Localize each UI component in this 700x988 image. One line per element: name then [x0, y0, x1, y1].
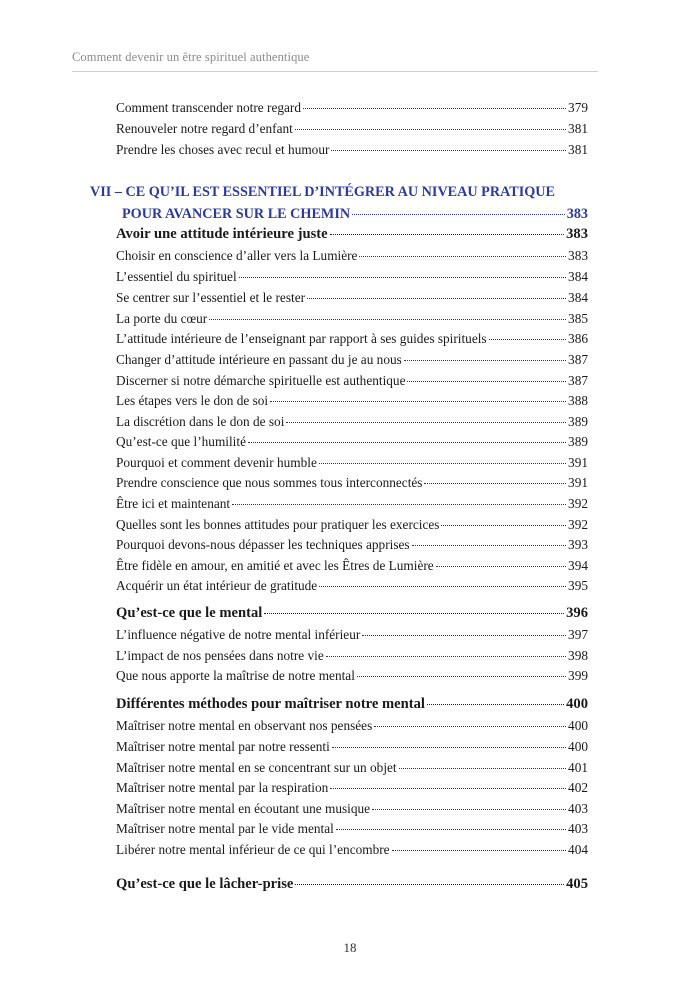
toc-entry[interactable] [116, 432, 588, 452]
entry-page: 394 [568, 558, 588, 573]
toc-entry[interactable] [116, 494, 588, 514]
entry-title: L’essentiel du spirituel [116, 269, 237, 284]
entry-title: Choisir en conscience d’aller vers la Lumière [116, 248, 358, 263]
toc-entry[interactable] [116, 453, 588, 473]
header-rule [72, 71, 598, 72]
entry-page: 384 [568, 269, 588, 284]
page-number: 18 [343, 940, 357, 955]
leader-dots [209, 319, 566, 320]
entry-title: Se centrer sur l’essentiel et le rester [116, 290, 306, 305]
leader-dots [295, 129, 566, 130]
toc-entry[interactable] [116, 350, 588, 370]
chapter-title-text: POUR AVANCER SUR LE CHEMIN [122, 206, 351, 222]
toc-entry[interactable] [116, 473, 588, 493]
entry-title: Renouveler notre regard d’enfant [116, 121, 293, 136]
entry-page: 404 [568, 842, 588, 857]
entry-title: Pourquoi devons-nous dépasser les techniques apprises [116, 537, 410, 552]
toc-section[interactable] [116, 224, 588, 244]
entry-title: L’impact de nos pensées dans notre vie [116, 648, 324, 663]
entry-page: 397 [568, 627, 588, 642]
entry-title: Quelles sont les bonnes attitudes pour pratiquer les exercices [116, 517, 440, 532]
toc-entry[interactable] [116, 556, 588, 576]
toc-entry[interactable] [116, 799, 588, 819]
leader-dots [392, 850, 566, 851]
leader-dots [441, 525, 566, 526]
section-title: Différentes méthodes pour maîtriser notre mental [116, 696, 425, 712]
leader-dots [307, 298, 566, 299]
entry-page: 398 [568, 648, 588, 663]
toc-entry[interactable] [116, 716, 588, 736]
leader-dots [319, 463, 566, 464]
entry-title: Être fidèle en amour, en amitié et avec les Êtres de Lumière [116, 558, 434, 573]
entry-page: 381 [568, 121, 588, 136]
toc-entry[interactable] [116, 412, 588, 432]
entry-page: 393 [568, 537, 588, 552]
toc-entry[interactable] [116, 140, 588, 160]
entry-title: Que nous apporte la maîtrise de notre mental [116, 668, 355, 683]
section-title: Qu’est-ce que le lâcher-prise [116, 876, 294, 892]
toc-entry[interactable] [116, 391, 588, 411]
toc-entry[interactable] [116, 98, 588, 118]
entry-title: Pourquoi et comment devenir humble [116, 455, 317, 470]
entry-title: Prendre les choses avec recul et humour [116, 142, 330, 157]
leader-dots [330, 234, 565, 235]
entry-page: 403 [568, 801, 588, 816]
leader-dots [232, 504, 566, 505]
entry-title: Libérer notre mental inférieur de ce qui l’encombre [116, 842, 390, 857]
leader-dots [330, 788, 566, 789]
entry-title: Maîtriser notre mental en observant nos pensées [116, 718, 373, 733]
leader-dots [407, 381, 566, 382]
entry-page: 402 [568, 780, 588, 795]
entry-title: Qu’est-ce que l’humilité [116, 434, 246, 449]
section-title: Qu’est-ce que le mental [116, 605, 263, 621]
leader-dots [319, 586, 566, 587]
entry-page: 387 [568, 352, 588, 367]
leader-dots [352, 214, 565, 215]
leader-dots [248, 442, 566, 443]
leader-dots [424, 483, 566, 484]
toc-entry[interactable] [116, 819, 588, 839]
entry-title: Maîtriser notre mental par la respiration [116, 780, 329, 795]
section-title: Avoir une attitude intérieure juste [116, 226, 328, 242]
entry-title: L’attitude intérieure de l’enseignant par rapport à ses guides spirituels [116, 331, 487, 346]
leader-dots [295, 884, 564, 885]
entry-title: Maîtriser notre mental en se concentrant sur un objet [116, 760, 397, 775]
entry-page: 391 [568, 475, 588, 490]
entry-page: 384 [568, 290, 588, 305]
toc-entry[interactable] [116, 309, 588, 329]
chapter-title-line1[interactable]: VII – CE QU’IL EST ESSENTIEL D’INTÉGRER AU NIVEAU PRATIQUE [90, 184, 556, 200]
leader-dots [239, 277, 566, 278]
toc-section[interactable] [116, 694, 588, 714]
entry-title: L’influence négative de notre mental inférieur [116, 627, 361, 642]
entry-page: 386 [568, 331, 588, 346]
leader-dots [270, 401, 566, 402]
entry-page: 389 [568, 414, 588, 429]
toc-entry[interactable] [116, 371, 588, 391]
section-page: 400 [566, 696, 588, 712]
entry-title: Maîtriser notre mental en écoutant une musique [116, 801, 371, 816]
entry-title: Comment transcender notre regard [116, 100, 301, 115]
entry-page: 401 [568, 760, 588, 775]
toc-entry[interactable] [116, 666, 588, 686]
entry-page: 381 [568, 142, 588, 157]
section-page: 383 [566, 226, 588, 242]
leader-dots [332, 747, 566, 748]
toc-entry[interactable] [116, 288, 588, 308]
entry-page: 379 [568, 100, 588, 115]
leader-dots [374, 726, 566, 727]
entry-page: 400 [568, 739, 588, 754]
toc-entry[interactable] [116, 840, 588, 860]
leader-dots [436, 566, 566, 567]
entry-title: Changer d’attitude intérieure en passant du je au nous [116, 352, 402, 367]
leader-dots [336, 829, 566, 830]
toc-entry[interactable] [116, 535, 588, 555]
toc-entry[interactable] [116, 246, 588, 266]
toc-entry[interactable] [116, 329, 588, 349]
entry-page: 383 [568, 248, 588, 263]
toc-entry[interactable] [116, 646, 588, 666]
leader-dots [399, 768, 566, 769]
entry-title: Maîtriser notre mental par le vide mental [116, 821, 334, 836]
toc-entry[interactable] [116, 758, 588, 778]
entry-page: 387 [568, 373, 588, 388]
entry-page: 389 [568, 434, 588, 449]
leader-dots [362, 635, 566, 636]
leader-dots [359, 256, 566, 257]
leader-dots [326, 656, 566, 657]
toc-entry[interactable] [116, 515, 588, 535]
running-head: Comment devenir un être spirituel authentique [72, 50, 310, 64]
entry-page: 395 [568, 578, 588, 593]
entry-page: 400 [568, 718, 588, 733]
toc-section[interactable] [116, 874, 588, 894]
chapter-page: 383 [566, 206, 588, 222]
leader-dots [372, 809, 566, 810]
entry-title: Les étapes vers le don de soi [116, 393, 269, 408]
leader-dots [427, 704, 564, 705]
toc-entry[interactable] [116, 119, 588, 139]
entry-page: 403 [568, 821, 588, 836]
leader-dots [303, 108, 566, 109]
entry-page: 385 [568, 311, 588, 326]
entry-page: 388 [568, 393, 588, 408]
entry-title: Discerner si notre démarche spirituelle est authentique [116, 373, 406, 388]
toc-entry[interactable] [116, 267, 588, 287]
leader-dots [412, 545, 566, 546]
entry-title: Être ici et maintenant [116, 496, 231, 511]
toc-entry[interactable] [116, 625, 588, 645]
entry-title: La discrétion dans le don de soi [116, 414, 285, 429]
entry-title: La porte du cœur [116, 311, 208, 326]
leader-dots [264, 613, 564, 614]
leader-dots [489, 339, 566, 340]
leader-dots [357, 676, 566, 677]
entry-page: 391 [568, 455, 588, 470]
leader-dots [404, 360, 566, 361]
leader-dots [286, 422, 566, 423]
entry-title: Maîtriser notre mental par notre ressenti [116, 739, 330, 754]
toc-entry[interactable] [116, 576, 588, 596]
section-page: 405 [566, 876, 588, 892]
entry-page: 392 [568, 517, 588, 532]
chapter-title-line2[interactable] [122, 204, 588, 224]
leader-dots [331, 150, 566, 151]
section-page: 396 [566, 605, 588, 621]
entry-title: Prendre conscience que nous sommes tous interconnectés [116, 475, 423, 490]
toc-entry[interactable] [116, 737, 588, 757]
entry-page: 392 [568, 496, 588, 511]
entry-page: 399 [568, 668, 588, 683]
entry-title: Acquérir un état intérieur de gratitude [116, 578, 318, 593]
toc-entry[interactable] [116, 778, 588, 798]
toc-section[interactable] [116, 603, 588, 623]
